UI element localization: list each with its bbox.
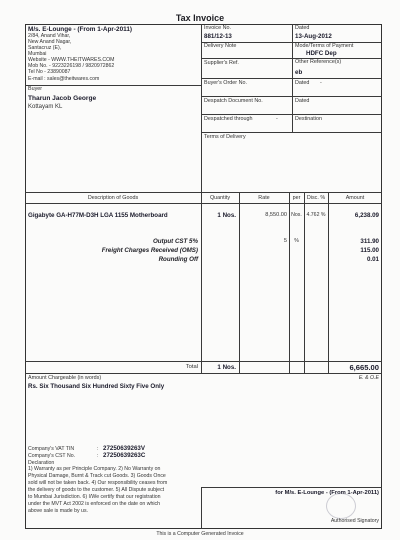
total-amount: 6,665.00 [349,363,379,372]
col-header-per: per [292,195,301,201]
charge-label: Freight Charges Received (OMS) [101,247,198,254]
destination-label: Destination [295,116,322,122]
declaration-line: Physical Damage, Burnt & Track cut Goods. 3) Goods Once [28,473,166,479]
signature-for-line: for M/s. E-Lounge - (From 1-Apr-2011) [275,490,379,496]
amount-in-words: Rs. Six Thousand Six Hundred Sixty Five Only [28,383,165,390]
seller-mobile: Mob No. - 9223226198 / 9820972862 [28,63,115,69]
despatched-through-value: - [276,116,278,122]
delivery-note-label: Delivery Note [204,43,237,49]
despatch-doc-label: Despatch Document No. [204,98,263,104]
item-per: Nos. [291,212,302,218]
other-ref-label: Other Reference(s) [295,59,342,65]
seller-name: M/s. E-Lounge - (From 1-Apr-2011) [28,26,133,33]
document-title: Tax Invoice [175,13,225,23]
item-discount: 4.762 % [306,212,326,218]
despatch-dated-label: Dated [295,98,310,104]
charge-amount: 311.90 [360,238,379,245]
seller-email: E-mail : sales@theitwares.com [28,76,100,82]
seller-address-line: Santacruz (E), [28,45,62,51]
eoe-note: E. & O.E [358,375,379,381]
invoice-date: 13-Aug-2012 [295,33,332,40]
seller-address-line: 2/84, Anand Vihar, [28,33,71,39]
declaration-line: 1) Warranty as per Principle Company. 2) No Warranty on [28,466,161,472]
seller-address-line: Mumbai [28,51,47,57]
order-dated-label: Dated [295,80,310,86]
col-header-amount: Amount [345,195,365,201]
authorised-signatory-label: Authorised Signatory [330,518,379,524]
charge-label: Rounding Off [158,256,198,263]
cst-no-value: 27250639263C [103,452,146,459]
col-header-disc: Disc. % [306,195,326,201]
declaration-label: Declaration [28,460,55,466]
charge-amount: 115.00 [360,247,379,254]
item-description: Gigabyte GA-H77M-D3H LGA 1155 Motherboard [28,212,168,219]
amount-words-label: Amount Chargeable (in words) [28,375,102,381]
buyer-label: Buyer [28,86,43,92]
declaration-line: under the MVT Act 2002 is enforced on the date on which [28,501,160,507]
declaration-line: sold will not be taken back. 4) Our responsibility ceases from [28,480,168,486]
despatched-through-label: Despatched through [204,116,253,122]
vat-tin-value: 27250639263V [103,445,145,452]
col-header-rate: Rate [258,195,270,201]
seller-telephone: Tel No - 23890087 [28,69,71,75]
total-quantity: 1 Nos. [217,364,236,371]
buyers-order-label: Buyer's Order No. [204,80,247,86]
item-amount: 6,238.09 [354,212,379,219]
payment-mode-label: Mode/Terms of Payment [295,43,354,49]
other-ref: eb [295,69,303,76]
buyer-name: Tharun Jacob George [28,95,97,102]
order-dated-value: - [320,80,322,86]
cst-no-label: Company's CST No. [28,453,76,459]
charge-rate: 5 [283,238,287,244]
supplier-ref-label: Supplier's Ref. [204,60,239,66]
item-rate: 8,550.00 [265,212,287,218]
col-header-description: Description of Goods [87,195,139,201]
buyer-city: Kottayam KL [28,104,63,110]
computer-generated-note: This is a Computer Generated Invoice [156,531,244,537]
charge-per: % [294,238,299,244]
total-label: Total [185,364,198,370]
col-header-quantity: Quantity [209,195,231,201]
payment-mode: HDFC Dep [306,50,337,57]
dated-label: Dated [295,25,310,31]
charge-label: Output CST 5% [152,238,198,245]
charge-amount: 0.01 [366,256,379,263]
vat-tin-label: Company's VAT TIN [28,446,75,452]
declaration-line: the delivery of goods to the customer. 5) All Dispute subject [28,487,165,493]
item-quantity: 1 Nos. [217,212,236,219]
declaration-line: to Mumbai Jurisdiction. 6) I/We certify that our registration [28,494,161,500]
seller-website: Website - WWW.THEITWARES.COM [28,57,115,63]
invoice-no-label: Invoice No. [204,25,231,31]
signature-stamp [326,493,356,519]
declaration-line: above sale is made by us. [28,508,88,514]
seller-address-line: New Anand Nagar, [28,39,72,45]
terms-of-delivery-label: Terms of Delivery [204,134,246,140]
invoice-no: 881/12-13 [204,33,232,40]
